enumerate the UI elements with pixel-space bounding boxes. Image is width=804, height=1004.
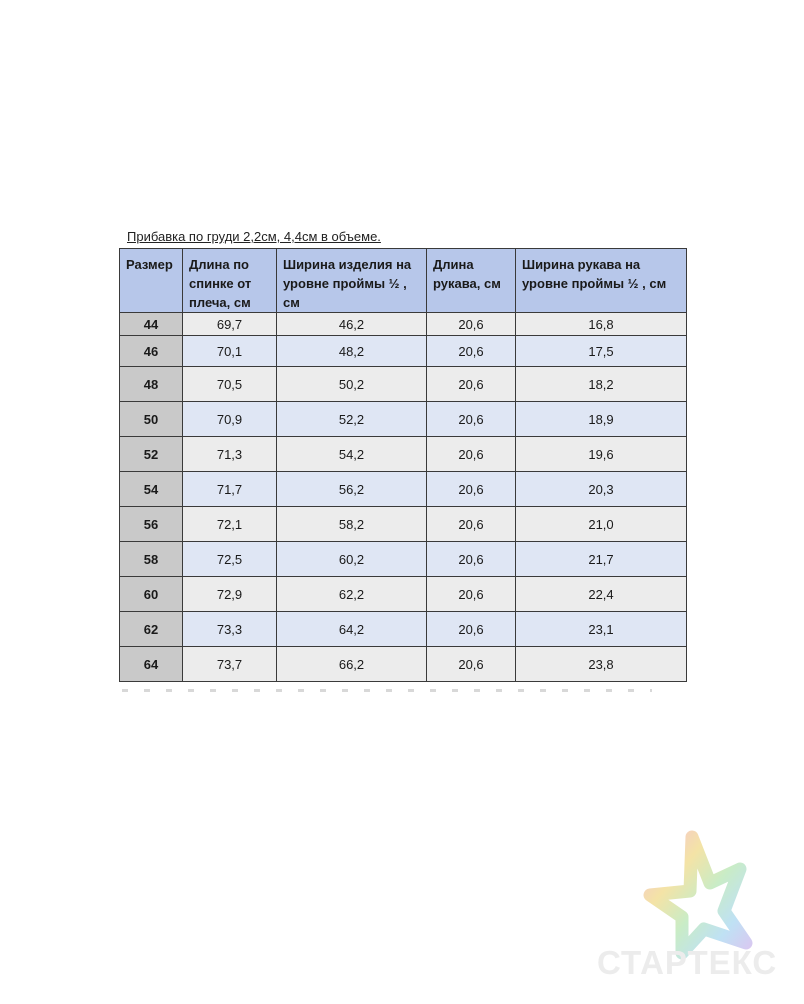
table-cell: 18,2 <box>516 367 687 402</box>
table-cell: 52,2 <box>277 402 427 437</box>
table-row <box>120 472 687 507</box>
cut-off-text-line <box>122 689 652 692</box>
table-cell: 23,1 <box>516 612 687 647</box>
table-row <box>120 577 687 612</box>
table-cell: 72,5 <box>183 542 277 577</box>
table-row <box>120 647 687 682</box>
table-cell: 70,1 <box>183 336 277 367</box>
table-caption: Прибавка по груди 2,2см, 4,4см в объеме. <box>127 229 381 244</box>
table-cell: 20,6 <box>427 313 516 336</box>
table-row <box>120 437 687 472</box>
table-row <box>120 336 687 367</box>
table-cell: 19,6 <box>516 437 687 472</box>
table-cell: 20,6 <box>427 647 516 682</box>
table-header-row <box>120 249 687 313</box>
size-cell: 44 <box>120 313 183 336</box>
table-cell: 69,7 <box>183 313 277 336</box>
table-cell: 20,6 <box>427 367 516 402</box>
table-cell: 70,9 <box>183 402 277 437</box>
table-cell: 64,2 <box>277 612 427 647</box>
table-cell: 56,2 <box>277 472 427 507</box>
table-cell: 20,6 <box>427 577 516 612</box>
table-row <box>120 402 687 437</box>
table-cell: 16,8 <box>516 313 687 336</box>
table-cell: 62,2 <box>277 577 427 612</box>
table-cell: 50,2 <box>277 367 427 402</box>
table-cell: 48,2 <box>277 336 427 367</box>
table-cell: 73,7 <box>183 647 277 682</box>
table-cell: 71,3 <box>183 437 277 472</box>
table-cell: 71,7 <box>183 472 277 507</box>
size-cell: 60 <box>120 577 183 612</box>
size-cell: 54 <box>120 472 183 507</box>
size-cell: 46 <box>120 336 183 367</box>
table-row <box>120 612 687 647</box>
header-armhole-width: Ширина изделия на уровне проймы ½ , см <box>277 249 427 313</box>
size-cell: 56 <box>120 507 183 542</box>
table-row <box>120 313 687 336</box>
header-back-length: Длина по спинке от плеча, см <box>183 249 277 313</box>
table-cell: 20,6 <box>427 507 516 542</box>
size-cell: 48 <box>120 367 183 402</box>
header-sleeve-length: Длина рукава, см <box>427 249 516 313</box>
table-cell: 20,6 <box>427 612 516 647</box>
table-cell: 21,0 <box>516 507 687 542</box>
size-cell: 64 <box>120 647 183 682</box>
table-row <box>120 507 687 542</box>
table-cell: 60,2 <box>277 542 427 577</box>
table-cell: 18,9 <box>516 402 687 437</box>
table-cell: 21,7 <box>516 542 687 577</box>
table-cell: 20,6 <box>427 542 516 577</box>
size-cell: 62 <box>120 612 183 647</box>
table-cell: 20,6 <box>427 437 516 472</box>
table-cell: 20,6 <box>427 472 516 507</box>
table-cell: 54,2 <box>277 437 427 472</box>
table-cell: 20,6 <box>427 402 516 437</box>
table-cell: 20,6 <box>427 336 516 367</box>
table-cell: 22,4 <box>516 577 687 612</box>
header-size: Размер <box>120 249 183 313</box>
table-row <box>120 542 687 577</box>
table-cell: 73,3 <box>183 612 277 647</box>
table-cell: 20,3 <box>516 472 687 507</box>
table-cell: 66,2 <box>277 647 427 682</box>
table-cell: 17,5 <box>516 336 687 367</box>
table-cell: 23,8 <box>516 647 687 682</box>
size-cell: 50 <box>120 402 183 437</box>
size-cell: 52 <box>120 437 183 472</box>
table-cell: 72,9 <box>183 577 277 612</box>
size-chart-table <box>119 248 687 682</box>
table-cell: 70,5 <box>183 367 277 402</box>
table-row <box>120 367 687 402</box>
table-cell: 58,2 <box>277 507 427 542</box>
table-cell: 46,2 <box>277 313 427 336</box>
header-sleeve-width: Ширина рукава на уровне проймы ½ , см <box>516 249 687 313</box>
watermark-text: СТАРТЕКС <box>597 944 778 981</box>
size-cell: 58 <box>120 542 183 577</box>
table-cell: 72,1 <box>183 507 277 542</box>
